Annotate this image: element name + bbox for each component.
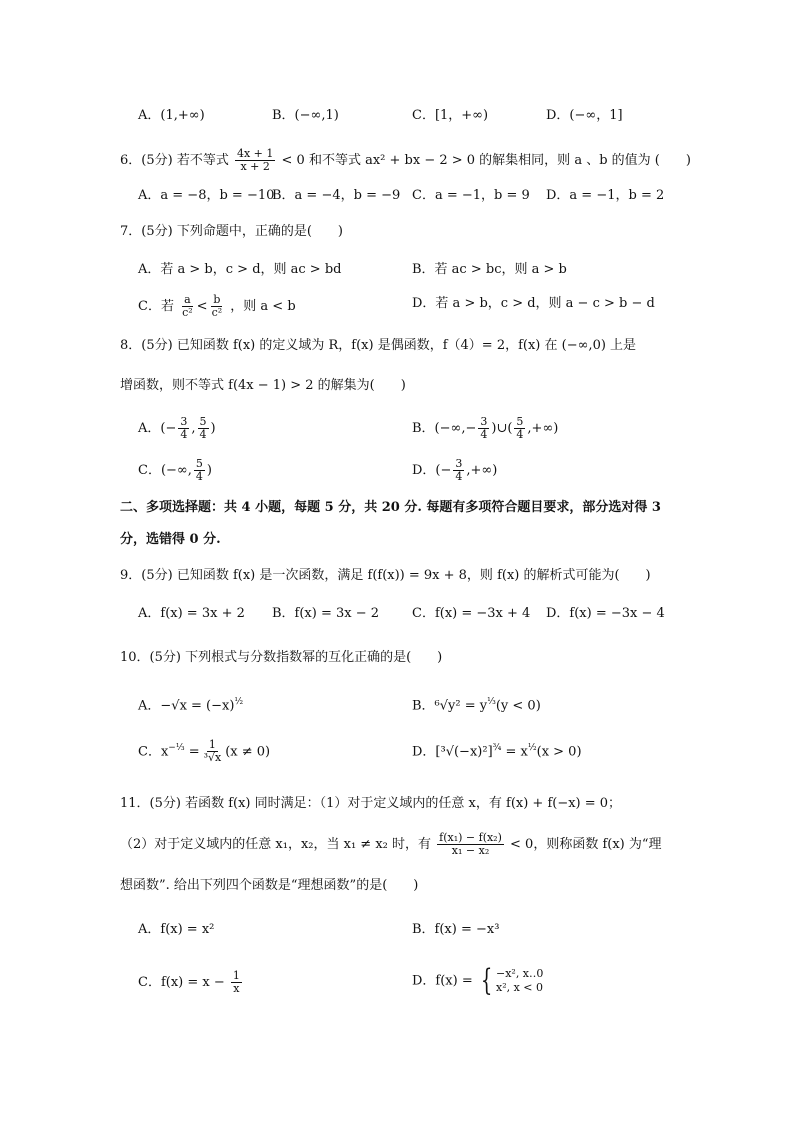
q8-optb-frac1 xyxy=(478,416,489,441)
q11-option-b: B．f(x) = −x³ xyxy=(412,922,500,937)
q6-stem-mid: < 0 和不等式 ax² + bx − 2 > 0 的解集相同，则 a 、b 的值为 ( ) xyxy=(281,153,691,169)
q10-optd-post: (x > 0) xyxy=(536,744,582,760)
piecewise-brace-icon: { xyxy=(480,963,493,998)
q11-option-c xyxy=(138,970,244,995)
q6-stem-pre: 6．(5分) 若不等式 xyxy=(120,153,229,169)
q11-stem2-pre: （2）对于定义域内的任意 x₁，x₂，当 x₁ ≠ x₂ 时，有 xyxy=(120,837,431,853)
q9-option-d: D．f(x) = −3x − 4 xyxy=(546,606,665,621)
q10-optc-text: C．x xyxy=(138,744,169,760)
q11-optd-pre: D．f(x) = xyxy=(412,973,473,989)
q7-option-c: C．若 $\frac{a}{\text{c²}}$ < $\frac{b}{\text{c²}}$ ，则 a < b xyxy=(138,293,296,320)
q11-optc-frac xyxy=(231,970,242,995)
q10-option-d xyxy=(412,738,582,762)
q11-stem2-post: < 0，则称函数 f(x) 为“理 xyxy=(510,837,662,853)
q8-optc-n: 5 xyxy=(195,457,203,470)
q8-option-c xyxy=(138,458,212,483)
q9-option-b: B．f(x) = 3x − 2 xyxy=(272,606,380,621)
q10-optd-exp2: ½ xyxy=(527,743,537,753)
q10-option-a xyxy=(138,692,243,716)
q8-optd-post: ,+∞) xyxy=(466,463,498,479)
q8-opta-post: ) xyxy=(210,421,216,437)
q10-optc-exp: −⅓ xyxy=(168,743,185,753)
q7-optc-n2: b xyxy=(213,293,221,306)
q5-option-d: D．(−∞，1] xyxy=(546,108,623,123)
q11-optd-case1: −x², x‥0 xyxy=(495,967,544,980)
q10-optb-post: (y < 0) xyxy=(495,698,541,714)
q6-fraction xyxy=(235,148,275,173)
q11-optc-pre: C．f(x) = x − xyxy=(138,975,225,991)
q11-option-d xyxy=(412,963,544,998)
q11-optc-n: 1 xyxy=(232,969,240,982)
q8-optb-post: ,+∞) xyxy=(527,421,559,437)
q11-option-a: A．f(x) = x² xyxy=(138,922,215,937)
q8-optc-post: ) xyxy=(206,463,212,479)
q8-optb-frac2 xyxy=(514,416,525,441)
q10-optd-text: D．[³√(−x)²] xyxy=(412,744,493,760)
q8-opta-n2: 5 xyxy=(199,415,207,428)
q9-option-c: C．f(x) = −3x + 4 xyxy=(412,606,531,621)
q8-optb-pre: B．(−∞,− xyxy=(412,421,477,437)
q5-option-c: C．[1，+∞) xyxy=(412,108,489,123)
q10-optb-text: B．⁶√y² = y xyxy=(412,698,488,714)
q10-optc-eq: = xyxy=(188,744,200,760)
q10-optc-frac xyxy=(202,739,224,764)
q10-optb-exp: ⅓ xyxy=(487,697,496,707)
q6-option-b: B．a = −4，b = −9 xyxy=(272,188,401,203)
q11-optd-piecewise xyxy=(477,963,544,998)
q8-optd-n: 3 xyxy=(455,457,463,470)
q7-optc-n1: a xyxy=(184,293,191,306)
q6-option-c: C．a = −1，b = 9 xyxy=(412,188,530,203)
q7-optc-d2: c² xyxy=(211,306,223,320)
q8-optb-d1: 4 xyxy=(480,428,488,442)
q6-option-a: A．a = −8，b = −10 xyxy=(138,188,275,203)
question-11-stem-line3: 想函数”. 给出下列四个函数是“理想函数”的是( ) xyxy=(120,878,419,893)
question-11-stem-line1: 11．(5分) 若函数 f(x) 同时满足：（1）对于定义域内的任意 x，有 f(x) + f(−x) = 0； xyxy=(120,796,622,811)
q10-optc-d: ³√x xyxy=(203,751,222,765)
q8-optc-frac xyxy=(194,458,205,483)
q11-stem2-d: x₁ − x₂ xyxy=(451,844,490,858)
q8-opta-d2: 4 xyxy=(199,428,207,442)
q8-opta-n1: 3 xyxy=(180,415,188,428)
q10-optd-exp: ¾ xyxy=(492,743,502,753)
q10-opta-exp: ½ xyxy=(234,697,244,707)
q7-option-a: A．若 a > b，c > d，则 ac > bd xyxy=(138,262,342,277)
q8-optb-d2: 4 xyxy=(516,428,524,442)
question-10-stem: 10．(5分) 下列根式与分数指数幂的互化正确的是( ) xyxy=(120,650,443,665)
q8-optd-d: 4 xyxy=(455,470,463,484)
question-11-stem-line2 xyxy=(120,832,662,857)
q10-option-c xyxy=(138,738,270,764)
question-8-stem-line2: 增函数，则不等式 f(4x − 1) > 2 的解集为( ) xyxy=(120,378,406,393)
q10-opta-text: A．−√x = (−x) xyxy=(138,698,235,714)
section-2-heading-line2: 分，选错得 0 分. xyxy=(120,532,221,547)
q10-optd-mid: = x xyxy=(505,744,528,760)
q8-optc-pre: C．(−∞, xyxy=(138,463,192,479)
q8-optb-mid: )∪( xyxy=(491,421,513,437)
q6-frac-num: 4x + 1 xyxy=(236,147,274,160)
q11-optd-case2: x², x < 0 xyxy=(495,981,544,994)
q8-option-a: A．(− $\frac{3}{4}$ , $\frac{5}{4}$ ) xyxy=(138,415,216,442)
q8-opta-d1: 4 xyxy=(180,428,188,442)
q10-optc-post: (x ≠ 0) xyxy=(225,744,271,760)
q7-option-d: D．若 a > b，c > d，则 a − c > b − d xyxy=(412,296,655,311)
q8-optb-n1: 3 xyxy=(480,415,488,428)
q11-optd-cases xyxy=(496,967,543,995)
q7-optc-pre: C．若 xyxy=(138,299,174,315)
q6-frac-den: x + 2 xyxy=(240,160,270,174)
q8-opta-frac2 xyxy=(198,416,209,441)
q9-option-a: A．f(x) = 3x + 2 xyxy=(138,606,245,621)
q8-optb-n2: 5 xyxy=(516,415,524,428)
q10-option-b xyxy=(412,692,541,716)
q11-optc-d: x xyxy=(233,982,240,996)
q5-option-b: B．(−∞,1) xyxy=(272,108,339,123)
question-6-stem xyxy=(120,148,691,173)
question-8-stem-line1: 8．(5分) 已知函数 f(x) 的定义域为 R，f(x) 是偶函数，f（4）= 2，f(x) 在 (−∞,0) 上是 xyxy=(120,338,637,353)
q8-optd-pre: D．(− xyxy=(412,463,452,479)
q8-opta-pre: A．(− xyxy=(138,421,177,437)
section-2-heading-line1: 二、多项选择题：共 4 小题，每题 5 分，共 20 分. 每题有多项符合题目要求，部分选对得 3 xyxy=(120,500,661,515)
q6-option-d: D．a = −1，b = 2 xyxy=(546,188,665,203)
q7-optc-d1: c² xyxy=(182,306,193,320)
q5-option-a: A．(1,+∞) xyxy=(138,108,205,123)
q11-stem2-frac xyxy=(437,832,504,857)
q7-optc-post: ，则 a < b xyxy=(230,299,296,315)
question-7-stem: 7．(5分) 下列命题中，正确的是( ) xyxy=(120,224,343,239)
question-9-stem: 9．(5分) 已知函数 f(x) 是一次函数，满足 f(f(x)) = 9x + 8，则 f(x) 的解析式可能为( ) xyxy=(120,568,651,583)
q8-option-d xyxy=(412,458,497,483)
q8-option-b xyxy=(412,416,558,441)
q7-option-b: B．若 ac > bc，则 a > b xyxy=(412,262,567,277)
q7-optc-frac2 xyxy=(210,294,225,319)
q8-optd-frac xyxy=(453,458,464,483)
q8-optc-d: 4 xyxy=(195,470,203,484)
q8-opta-frac1 xyxy=(178,416,189,441)
q10-optc-n: 1 xyxy=(208,738,216,752)
q7-optc-frac1 xyxy=(180,294,195,319)
q11-stem2-n: f(x₁) − f(x₂) xyxy=(439,831,502,844)
